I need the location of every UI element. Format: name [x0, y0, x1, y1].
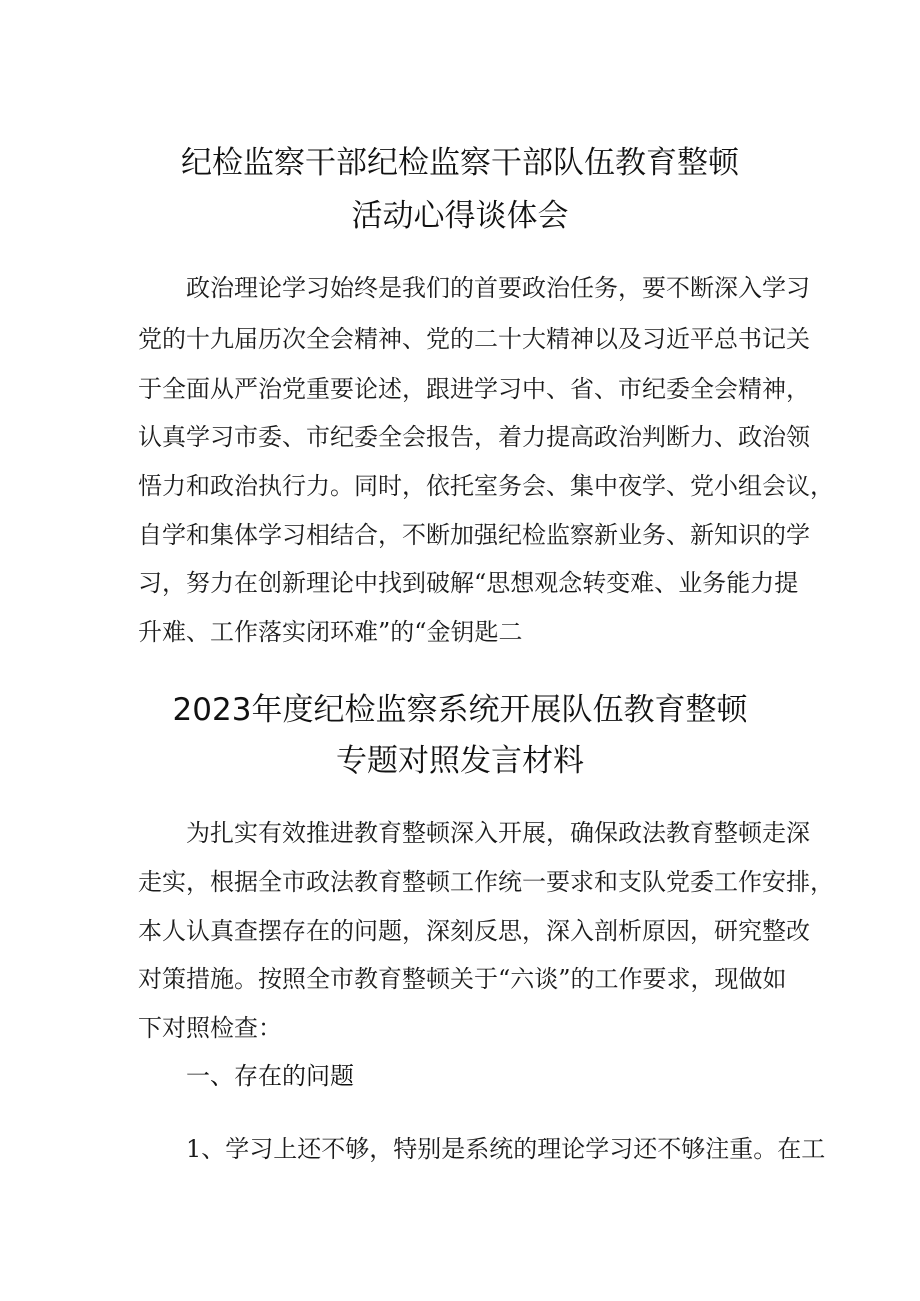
section2-title-line-1: 2023年度纪检监察系统开展队伍教育整顿	[172, 692, 748, 728]
section1-paragraph-line-7: 习，努力在创新理论中找到破解“思想观念转变难、业务能力提	[138, 569, 799, 597]
section1-paragraph-line-1: 政治理论学习始终是我们的首要政治任务，要不断深入学习	[186, 274, 810, 302]
section2-paragraph-line-4: 对策措施。按照全市教育整顿关于“六谈”的工作要求，现做如	[138, 965, 787, 993]
section1-paragraph-line-8: 升难、工作落实闭环难”的“金钥匙二	[138, 618, 523, 646]
section2-subheading: 一、存在的问题	[186, 1062, 354, 1090]
section1-paragraph-line-3: 于全面从严治党重要论述，跟进学习中、省、市纪委全会精神，	[138, 375, 810, 403]
section2-paragraph-line-2: 走实，根据全市政法教育整顿工作统一要求和支队党委工作安排，	[138, 868, 834, 896]
section2-paragraph-line-1: 为扎实有效推进教育整顿深入开展，确保政法教育整顿走深	[186, 819, 810, 847]
section2-item-1-line: 1、学习上还不够，特别是系统的理论学习还不够注重。在工	[186, 1135, 826, 1163]
section1-title-line-1: 纪检监察干部纪检监察干部队伍教育整顿	[181, 145, 739, 181]
section2-title-line-2: 专题对照发言材料	[336, 743, 584, 779]
section1-paragraph-line-6: 自学和集体学习相结合，不断加强纪检监察新业务、新知识的学	[138, 521, 810, 549]
section1-title-line-2: 活动心得谈体会	[351, 198, 569, 234]
section1-paragraph-line-4: 认真学习市委、市纪委全会报告，着力提高政治判断力、政治领	[138, 423, 810, 451]
section2-paragraph-line-3: 本人认真查摆存在的问题，深刻反思，深入剖析原因，研究整改	[138, 917, 810, 945]
section2-paragraph-line-5: 下对照检查：	[138, 1014, 282, 1042]
section1-paragraph-line-2: 党的十九届历次全会精神、党的二十大精神以及习近平总书记关	[138, 325, 810, 353]
section1-paragraph-line-5: 悟力和政治执行力。同时，依托室务会、集中夜学、党小组会议，	[138, 472, 834, 500]
